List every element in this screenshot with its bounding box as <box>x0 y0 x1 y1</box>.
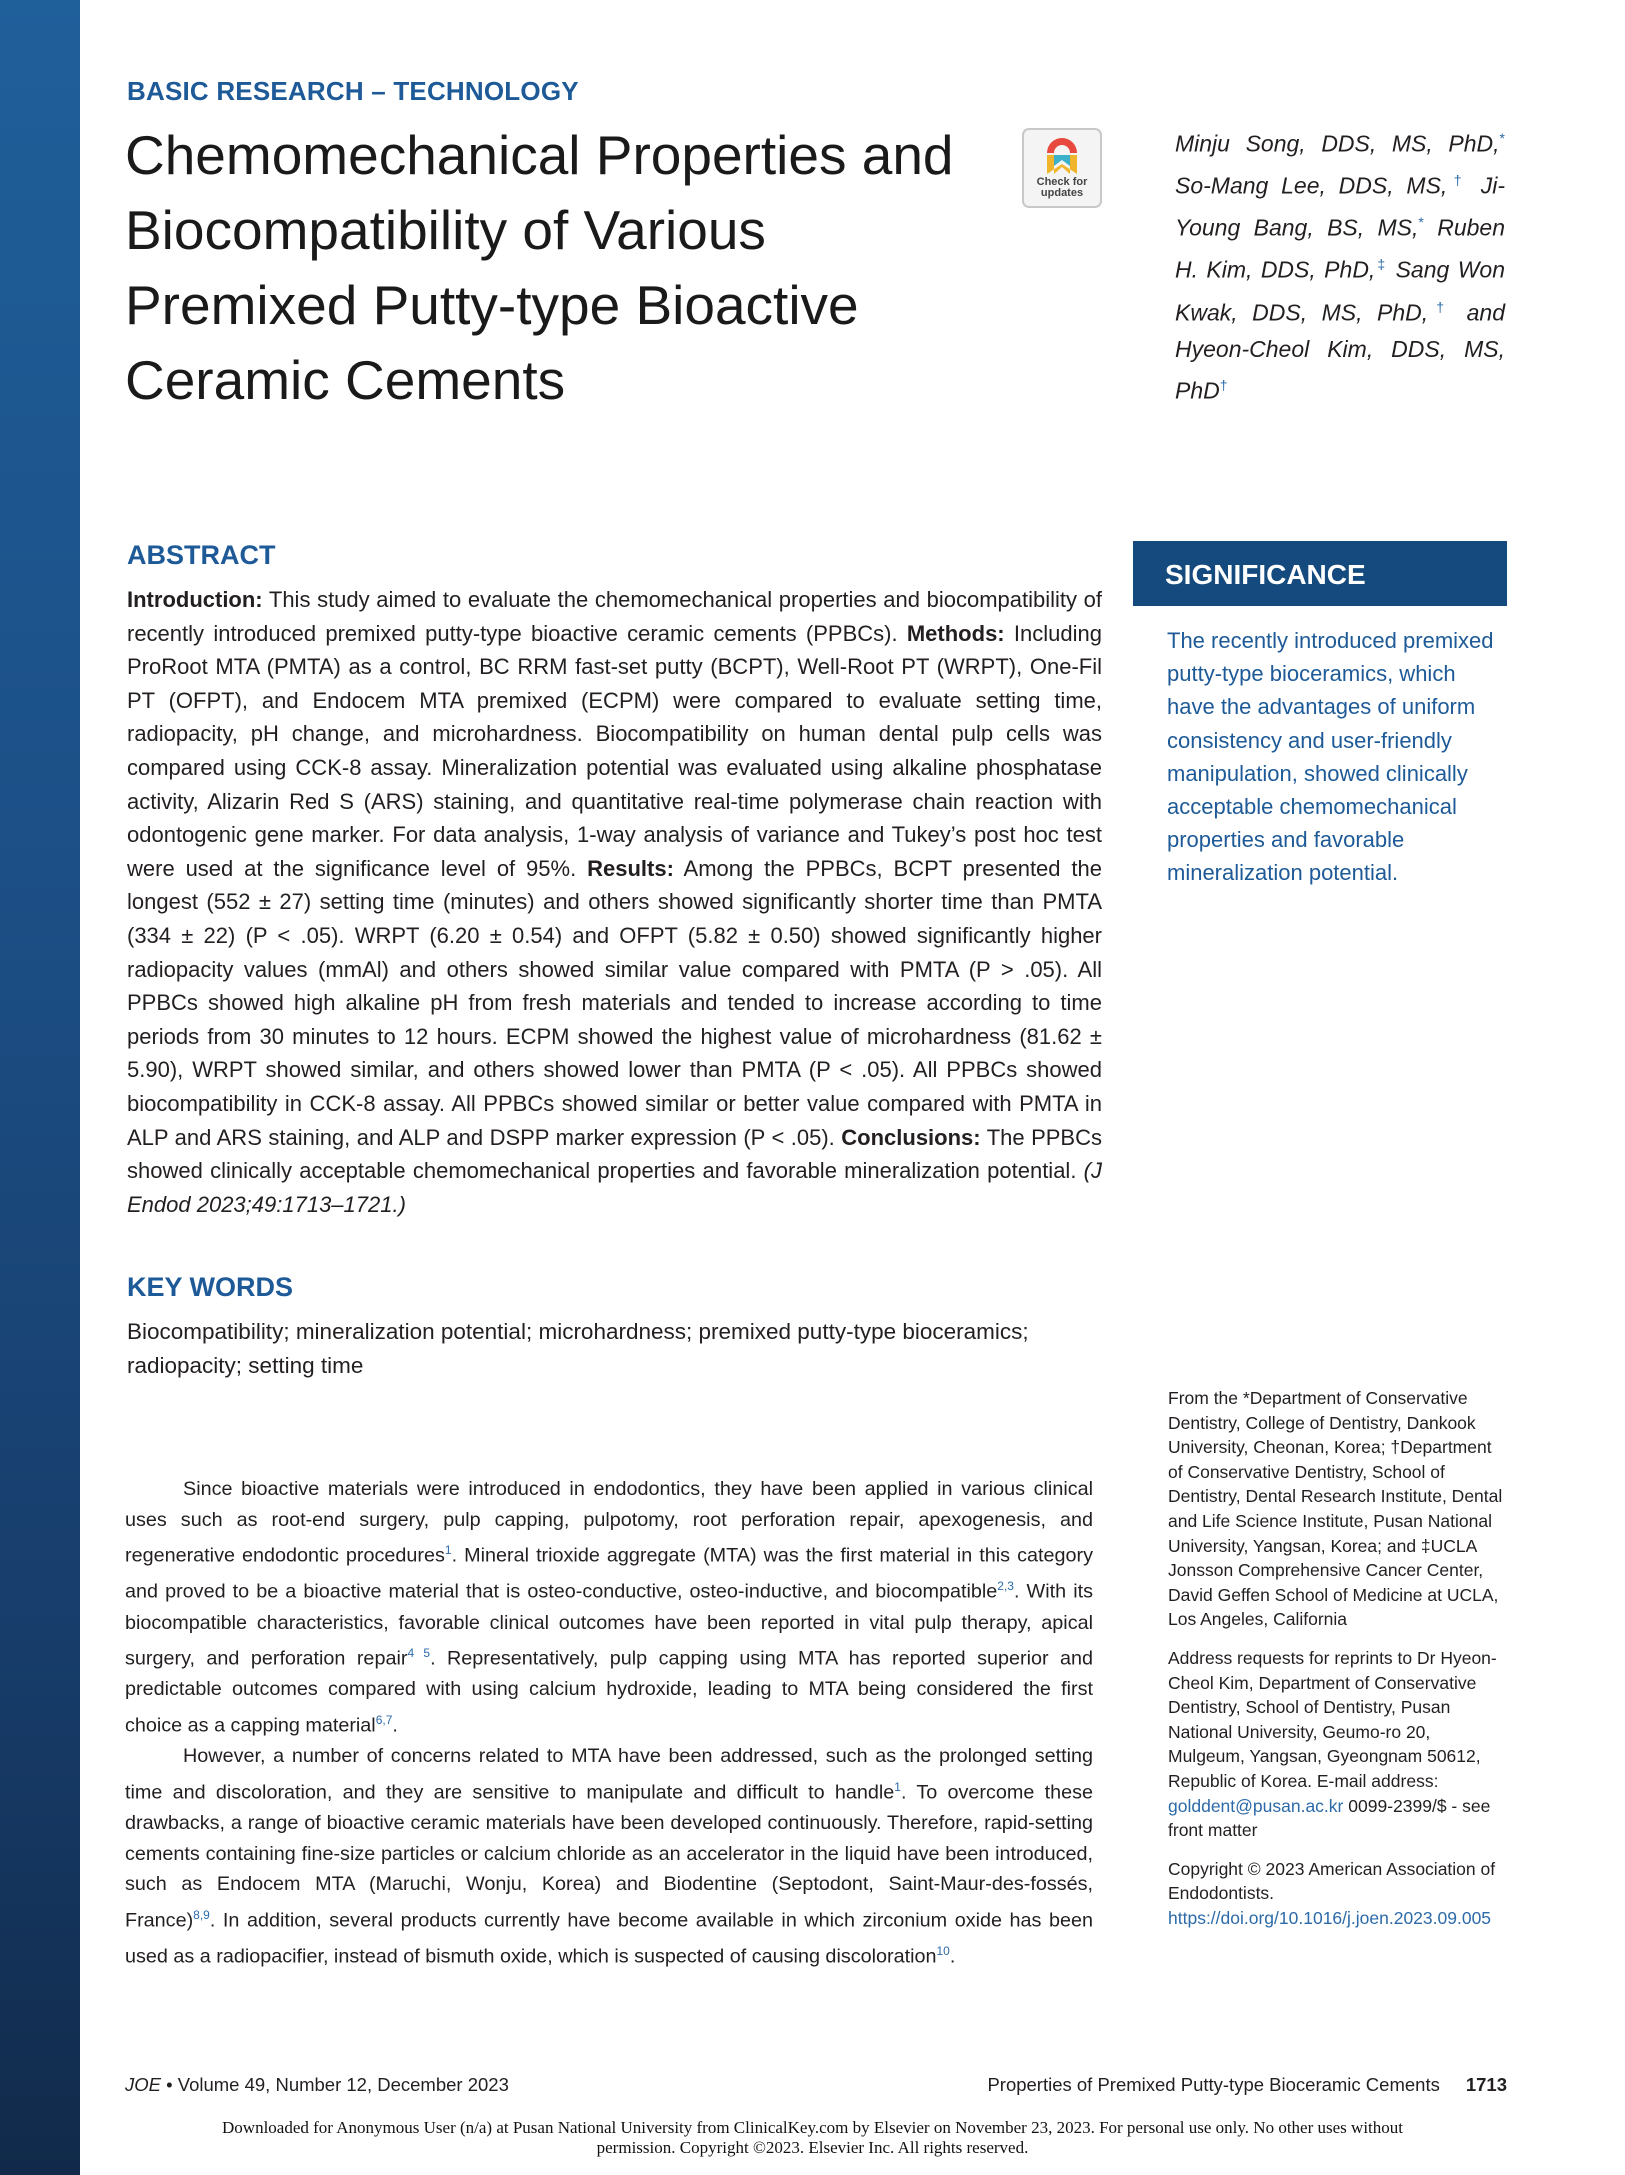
copyright-block <box>1168 1857 1508 1931</box>
intro-text-run: Since bioactive materials were introduced in endodontics, they have been applied in various clinical uses such as root-end surgery, pulp capping, pulpotomy, root perforation repair, apexogenesis, and regenerative endodontic procedures <box>125 1478 1093 1567</box>
email-link[interactable]: golddent@pusan.ac.kr <box>1168 1795 1344 1816</box>
reference-link[interactable]: 1 <box>894 1779 901 1794</box>
significance-text: The recently introduced premixed putty-type bioceramics, which have the advantages of uniform consistency and user-friendly manipulation, showed clinically acceptable chemomechanical properties and favorable mineralization potential. <box>1167 628 1494 886</box>
reference-link[interactable]: 4 5 <box>407 1646 431 1661</box>
journal-abbrev: JOE <box>125 2074 161 2095</box>
issn-text: 0099-2399/$ - see front matter <box>1168 1795 1491 1841</box>
keywords-section <box>127 1272 1102 1382</box>
keywords-heading: KEY WORDS <box>127 1272 294 1302</box>
author-affil-mark: * <box>1418 214 1424 231</box>
conclusions-text: The PPBCs showed clinically acceptable chemomechanical properties and favorable mineralization potential. <box>127 1124 1102 1184</box>
intro-paragraph <box>125 1474 1093 1741</box>
conclusions-label: Conclusions: <box>841 1124 981 1150</box>
author-name: Ji-Young Bang, BS, MS, <box>1175 172 1505 241</box>
author-name: Ruben H. Kim, DDS, PhD, <box>1175 214 1506 284</box>
keywords-text: Biocompatibility; mineralization potential; microhardness; premixed putty-type bioceramics; radiopacity; setting time <box>127 1319 1029 1378</box>
footer-running-title <box>987 2074 1507 2096</box>
reference-link[interactable]: 10 <box>936 1943 950 1958</box>
check-for-updates-badge[interactable] <box>1022 128 1102 208</box>
author-affil-mark: ‡ <box>1375 256 1388 273</box>
correspondence-block <box>1168 1646 1508 1843</box>
abstract-section <box>127 540 1102 1221</box>
abstract-text <box>127 583 1102 1221</box>
intro-text-run: . With its biocompatible characteristics, favorable clinical outcomes have been reported in vital pulp therapy, apical surgery, and perforation repair <box>125 1580 1093 1670</box>
intro-text-run: . In addition, several products currently have become available in which zirconium oxide has been used as a radiopacifier, instead of bismuth oxide, which is suspected of causing discoloration <box>125 1909 1093 1968</box>
author-affil-mark: † <box>1219 377 1228 394</box>
reference-link[interactable]: 1 <box>444 1543 452 1558</box>
significance-box <box>1133 541 1507 890</box>
crossmark-icon <box>1044 136 1080 176</box>
author-list <box>1175 120 1505 409</box>
intro-text-run: However, a number of concerns related to MTA have been addressed, such as the prolonged setting time and discoloration, and they are sensitive to manipulate and difficult to handle <box>125 1745 1093 1804</box>
author-affil-mark: † <box>1447 172 1468 189</box>
methods-label: Methods: <box>906 620 1005 646</box>
abstract-heading: ABSTRACT <box>127 540 276 570</box>
page-number: 1713 <box>1465 2074 1507 2095</box>
footer-journal-info: JOE • Volume 49, Number 12, December 2023 <box>125 2074 509 2095</box>
reference-link[interactable]: 8,9 <box>193 1907 210 1922</box>
results-label: Results: <box>587 855 674 881</box>
intro-text-run: . <box>949 1945 956 1968</box>
journal-citation: (J Endod 2023;49:1713–1721.) <box>127 1158 1102 1217</box>
running-title: Properties of Premixed Putty-type Bioceramic Cements <box>987 2074 1440 2095</box>
intro-label: Introduction: <box>127 587 263 612</box>
download-notice: Downloaded for Anonymous User (n/a) at Pusan National University from ClinicalKey.com by Elsevier on November 23, 2023. For personal use only. No other uses without permission. Copyright ©2023. Elsevier Inc. All rights reserved. <box>222 2118 1403 2157</box>
check-badge-label: Check for updates <box>1036 176 1088 199</box>
volume-info: Volume 49, Number 12, December 2023 <box>177 2074 509 2095</box>
intro-text-run: . Representatively, pulp capping using MTA has reported superior and predictable outcomes compared with using calcium hydroxide, leading to MTA being considered the first choice as a capping material <box>125 1647 1094 1737</box>
author-affil-mark: † <box>1428 298 1453 315</box>
article-title: Chemomechanical Properties and Biocompatibility of Various Premixed Putty-type Bioactive Ceramic Cements <box>125 124 954 411</box>
author-name: So-Mang Lee, DDS, MS, <box>1175 172 1448 199</box>
copyright-text: Copyright © 2023 American Association of Endodontists. <box>1168 1858 1496 1904</box>
reference-link[interactable]: 6,7 <box>375 1712 393 1727</box>
affiliation-text: From the *Department of Conservative Dentistry, College of Dentistry, Dankook University, Cheonan, Korea; †Department of Conservative Dentistry, School of Dentistry, Dental Research Institute, Dental and Life Science Institute, Pusan National University, Yangsan, Korea; and ‡UCLA Jonsson Comprehensive Cancer Center, David Geffen School of Medicine at UCLA, Los Angeles, California <box>1168 1388 1503 1630</box>
intro-text-run: . To overcome these drawbacks, a range of bioactive ceramic materials have been developed continuously. Therefore, rapid-setting cements containing fine-size particles or calcium chloride as an accelerator in the liquid have been introduced, such as Endocem MTA (Maruchi, Wonju, Korea) and Biodentine (Septodont, Saint-Maur-des-fossés, France) <box>125 1781 1093 1932</box>
methods-text: Including ProRoot MTA (PMTA) as a control, BC RRM fast-set putty (BCPT), Well-Root PT (WRPT), One-Fil PT (OFPT), and Endocem MTA premixed (ECPM) were compared to evaluate setting time, radiopacity, pH change, and microhardness. Biocompatibility on human dental pulp cells was compared using CCK-8 assay. Mineralization potential was evaluated using alkaline phosphatase activity, Alizarin Red S (ARS) staining, and quantitative real-time polymerase chain reaction with odontogenic gene marker. For data analysis, 1-way analysis of variance and Tukey’s post hoc test were used at the significance level of 95%. <box>127 620 1102 881</box>
email-label: E-mail address: <box>1316 1770 1439 1791</box>
results-text: Among the PPBCs, BCPT presented the longest (552 ± 27) setting time (minutes) and others showed significantly shorter time than PMTA (334 ± 22) (P < .05). WRPT (6.20 ± 0.54) and OFPT (5.82 ± 0.50) showed significantly higher radiopacity values (mmAl) and others showed similar value compared with PMTA (P > .05). All PPBCs showed high alkaline pH from fresh materials and tended to increase according to time periods from 30 minutes to 12 hours. ECPM showed the highest value of microhardness (81.62 ± 5.90), WRPT showed similar, and others showed lower than PMTA (P < .05). All PPBCs showed biocompatibility in CCK-8 assay. All PPBCs showed similar or better value compared with PMTA in ALP and ARS staining, and ALP and DSPP marker expression (P < .05). <box>127 855 1102 1150</box>
intro-text-run: . Mineral trioxide aggregate (MTA) was the first material in this category and proved to be a bioactive material that is osteo-conductive, osteo-inductive, and biocompatible <box>125 1544 1093 1603</box>
reference-link[interactable]: 2,3 <box>997 1579 1014 1594</box>
author-name: Minju Song, DDS, MS, PhD, <box>1175 130 1500 157</box>
affiliations-column <box>1168 1386 1508 1944</box>
side-color-band <box>0 0 80 2175</box>
author-affil-mark: * <box>1499 130 1505 146</box>
intro-text-run: . <box>392 1714 398 1737</box>
significance-heading: SIGNIFICANCE <box>1133 541 1507 606</box>
doi-link[interactable]: https://doi.org/10.1016/j.joen.2023.09.005 <box>1168 1907 1492 1928</box>
section-tag: BASIC RESEARCH – TECHNOLOGY <box>127 76 579 106</box>
intro-text: This study aimed to evaluate the chemomechanical properties and biocompatibility of recently introduced premixed putty-type bioactive ceramic cements (PPBCs). <box>127 587 1102 646</box>
author-name: Sang Won Kwak, DDS, MS, PhD, <box>1175 257 1505 326</box>
reprint-address: Address requests for reprints to Dr Hyeon-Cheol Kim, Department of Conservative Dentistry, School of Dentistry, Pusan National University, Geumo-ro 20, Mulgeum, Yangsan, Gyeongnam 50612, Republic of Korea. <box>1168 1647 1497 1791</box>
author-name: and Hyeon-Cheol Kim, DDS, MS, PhD <box>1175 299 1505 404</box>
intro-paragraph <box>125 1741 1093 1972</box>
introduction-body <box>125 1474 1093 1972</box>
